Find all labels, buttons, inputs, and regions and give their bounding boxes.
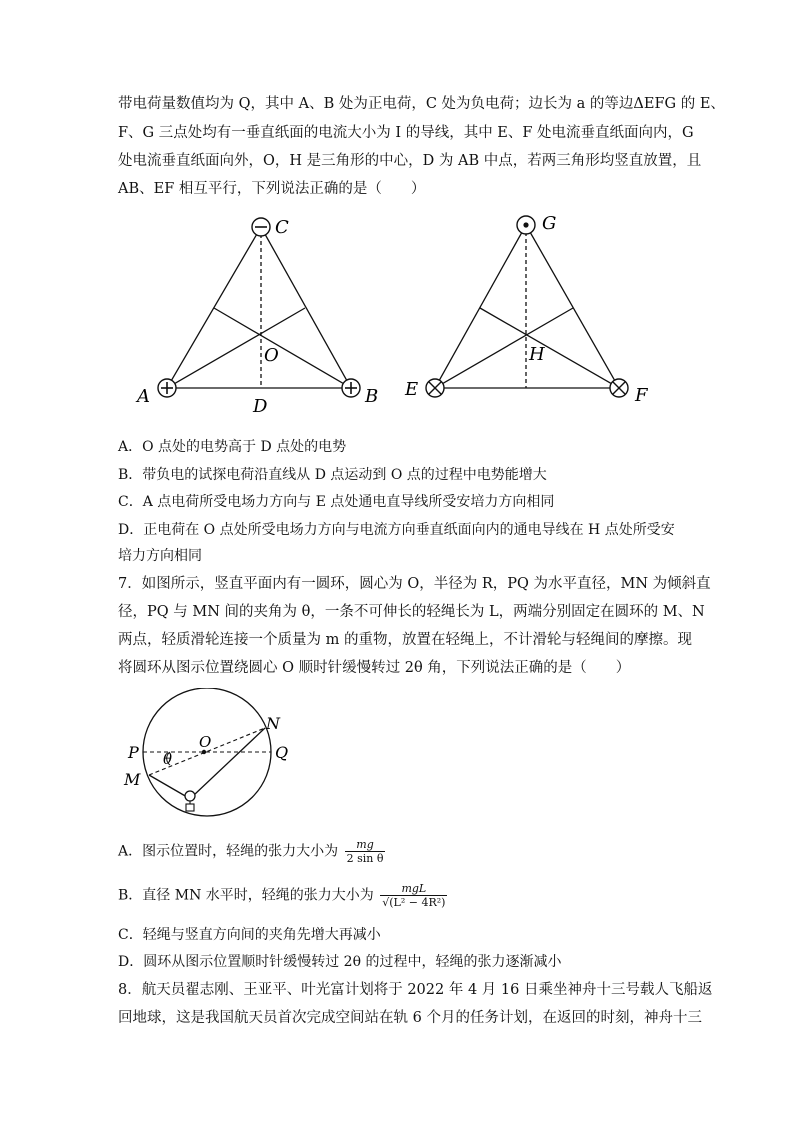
positive-charge-icon (158, 379, 176, 397)
q7-option-a (118, 838, 385, 865)
fraction (380, 882, 447, 909)
positive-charge-icon (342, 379, 360, 397)
rope-left (149, 775, 187, 797)
label-m: M (124, 770, 141, 789)
pulley-icon (185, 791, 195, 811)
fraction-denominator: 2 sin θ (346, 852, 384, 865)
q6-option-d-line-1: D．正电荷在 O 点处所受电场力方向与电流方向垂直纸面向内的通电导线在 H 点处所受安 (118, 522, 675, 538)
label-q: Q (275, 743, 289, 762)
q6-stem-line-4: AB、EF 相互平行，下列说法正确的是（ ） (118, 181, 426, 197)
negative-charge-icon (252, 218, 270, 236)
label-d: D (253, 396, 268, 417)
label-o: O (264, 345, 279, 366)
label-o: O (199, 733, 212, 751)
label-p: P (128, 743, 139, 762)
q6-option-a: A．O 点处的电势高于 D 点处的电势 (118, 439, 347, 455)
fraction-numerator: mg (356, 838, 374, 851)
q6-stem-line-1: 带电荷量数值均为 Q，其中 A、B 处为正电荷，C 处为负电荷；边长为 a 的等边ΔEFG 的 E、 (118, 96, 725, 112)
current-into-page-icon (426, 379, 444, 397)
q6-triangles-figure (125, 205, 665, 430)
q6-option-d-line-2: 培力方向相同 (118, 548, 202, 564)
q7-option-c: C．轻绳与竖直方向间的夹角先增大再减小 (118, 927, 381, 943)
label-g: G (542, 213, 557, 234)
q7-ring-figure (118, 688, 308, 818)
q8-stem-line-1: 8．航天员翟志刚、王亚平、叶光富计划将于 2022 年 4 月 16 日乘坐神舟十三号载人飞船返 (118, 982, 713, 998)
fraction-numerator: mgL (401, 882, 427, 895)
q7-option-a-text: A．图示位置时，轻绳的张力大小为 (118, 843, 339, 860)
q7-option-b (118, 882, 447, 909)
triangle-abc (167, 227, 351, 388)
fraction-denominator: √(L² − 4R²) (382, 896, 446, 909)
label-a: A (137, 386, 150, 407)
q7-stem-line-1: 7．如图所示，竖直平面内有一圆环，圆心为 O，半径为 R，PQ 为水平直径，MN 为倾斜直 (118, 576, 711, 592)
q8-stem-line-2: 回地球，这是我国航天员首次完成空间站在轨 6 个月的任务计划，在返回的时刻，神舟十三 (118, 1010, 702, 1026)
q7-option-d: D．圆环从图示位置顺时针缓慢转过 2θ 的过程中，轻绳的张力逐渐减小 (118, 954, 562, 970)
label-n: N (266, 714, 280, 733)
weight-block (186, 804, 194, 811)
label-b: B (365, 386, 379, 407)
q7-option-b-text: B．直径 MN 水平时，轻绳的张力大小为 (118, 887, 374, 904)
q6-stem-line-2: F、G 三点处均有一垂直纸面的电流大小为 I 的导线，其中 E、F 处电流垂直纸面向内，G (118, 125, 694, 141)
label-c: C (275, 217, 289, 238)
label-f: F (635, 385, 648, 406)
triangle-efg (435, 225, 619, 388)
fraction (345, 838, 386, 865)
label-e: E (405, 379, 419, 400)
q7-stem-line-2: 径，PQ 与 MN 间的夹角为 θ，一条不可伸长的轻绳长为 L，两端分别固定在圆环的 M、N (118, 604, 705, 620)
q6-stem-line-3: 处电流垂直纸面向外，O，H 是三角形的中心，D 为 AB 中点，若两三角形均竖直放置，且 (118, 153, 702, 169)
q6-option-c: C．A 点电荷所受电场力方向与 E 点处通电直导线所受安培力方向相同 (118, 494, 555, 510)
current-out-of-page-icon (517, 216, 535, 234)
q7-stem-line-4: 将圆环从图示位置绕圆心 O 顺时针缓慢转过 2θ 角，下列说法正确的是（ ） (118, 660, 631, 676)
label-h: H (529, 344, 545, 365)
q7-stem-line-3: 两点，轻质滑轮连接一个质量为 m 的重物，放置在轻绳上，不计滑轮与轻绳间的摩擦。现 (118, 632, 692, 648)
q6-option-b: B．带负电的试探电荷沿直线从 D 点运动到 O 点的过程中电势能增大 (118, 467, 547, 483)
current-into-page-icon (610, 379, 628, 397)
label-theta: θ (163, 750, 173, 768)
